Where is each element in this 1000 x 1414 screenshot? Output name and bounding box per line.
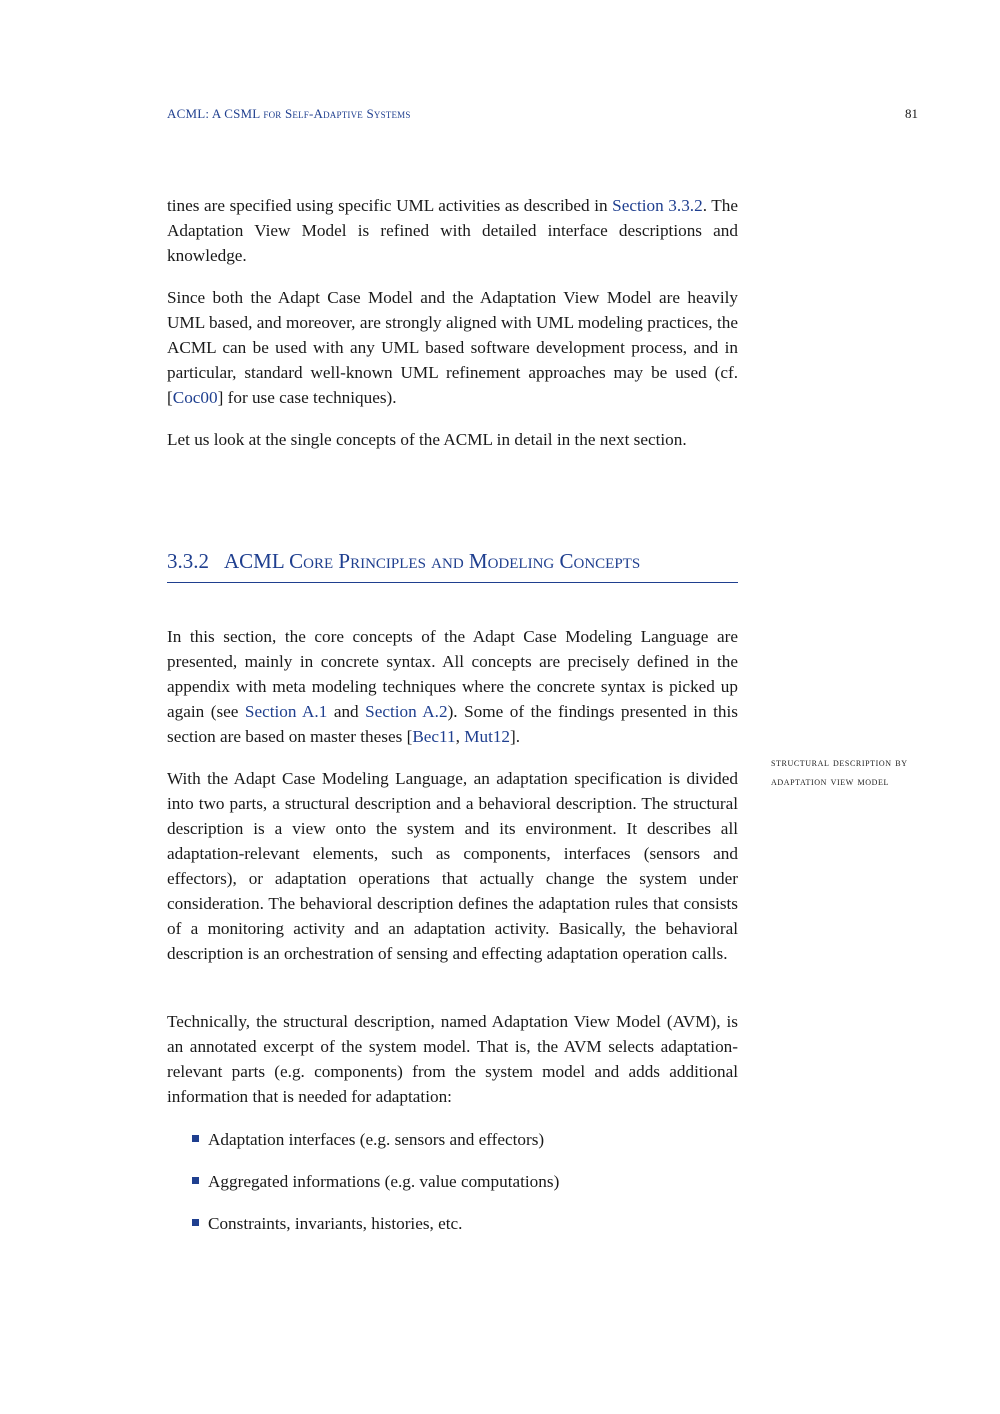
citation-link[interactable]: Coc00	[172, 388, 218, 407]
paragraph-5	[167, 766, 738, 966]
paragraph-text: ] for use case techniques).	[217, 388, 397, 407]
paragraph-4	[167, 624, 738, 749]
section-link[interactable]: Section 3.3.2	[612, 196, 703, 215]
paragraph-text: ,	[455, 727, 465, 746]
section-title: ACML Core Principles and Modeling Concepts	[224, 549, 641, 573]
section-heading	[167, 549, 738, 583]
page-number: 81	[905, 106, 918, 121]
paragraph-text: Let us look at the single concepts of the ACML in detail in the next section.	[167, 430, 687, 449]
running-header	[167, 106, 918, 122]
paragraph-text: . The Adaptation View Model is refined with detailed interface descriptions and knowledge.	[167, 196, 738, 265]
list-item	[192, 1169, 752, 1194]
list-item	[192, 1211, 752, 1236]
paragraph-text: tines are specified using specific UML activities as described in	[167, 196, 613, 215]
list-item-text: Aggregated informations (e.g. value computations)	[208, 1172, 560, 1191]
bullet-list	[192, 1127, 752, 1253]
appendix-link-a2[interactable]: Section A.2	[365, 702, 448, 721]
list-item-text: Adaptation interfaces (e.g. sensors and effectors)	[208, 1130, 545, 1149]
paragraph-3	[167, 427, 738, 452]
paragraph-text: Technically, the structural description, named Adaptation View Model (AVM), is an annotated excerpt of the system model. That is, the AVM selects adaptation-relevant parts (e.g. components) from the system model and adds additional information that is needed for adaptation:	[167, 1012, 738, 1106]
paragraph-text: Since both the Adapt Case Model and the Adaptation View Model are heavily UML based, and moreover, are strongly aligned with UML modeling practices, the ACML can be used with any UML based software development process, and in particular, standard well-known UML refinement approaches may be used (cf. [	[167, 288, 738, 407]
bullet-square-icon	[192, 1219, 199, 1226]
citation-link-bec11[interactable]: Bec11	[412, 727, 456, 746]
paragraph-6	[167, 1009, 738, 1109]
paragraph-text: and	[327, 702, 366, 721]
list-item-text: Constraints, invariants, histories, etc.	[208, 1214, 463, 1233]
list-item	[192, 1127, 752, 1152]
running-title: ACML: A CSML for Self-Adaptive Systems	[167, 106, 411, 121]
paragraph-text: In this section, the core concepts of the Adapt Case Modeling Language are presented, mainly in concrete syntax. All concepts are precisely defined in the appendix with meta modeling techniques where the concrete syntax is picked up again (see	[167, 627, 738, 721]
margin-note: structural description by adaptation view model	[771, 755, 908, 788]
citation-link-mut12[interactable]: Mut12	[464, 727, 511, 746]
section-number: 3.3.2	[167, 549, 209, 573]
paragraph-text: With the Adapt Case Modeling Language, an adaptation specification is divided into two parts, a structural description and a behavioral description. The structural description is a view onto the system and its environment. It describes all adaptation-relevant elements, such as components, interfaces (sensors and effectors), or adaptation operations that actually change the system under consideration. The behavioral description defines the adaptation rules that consists of a monitoring activity and an adaptation activity. Basically, the behavioral description is an orchestration of sensing and effecting adaptation operation calls.	[167, 769, 738, 963]
paragraph-1	[167, 193, 738, 268]
paragraph-text: ). Some of the findings presented in this section are based on master theses [	[167, 702, 738, 746]
paragraph-text: ].	[510, 727, 521, 746]
paragraph-2	[167, 285, 738, 410]
bullet-square-icon	[192, 1177, 199, 1184]
appendix-link-a1[interactable]: Section A.1	[244, 702, 328, 721]
bullet-square-icon	[192, 1135, 199, 1142]
